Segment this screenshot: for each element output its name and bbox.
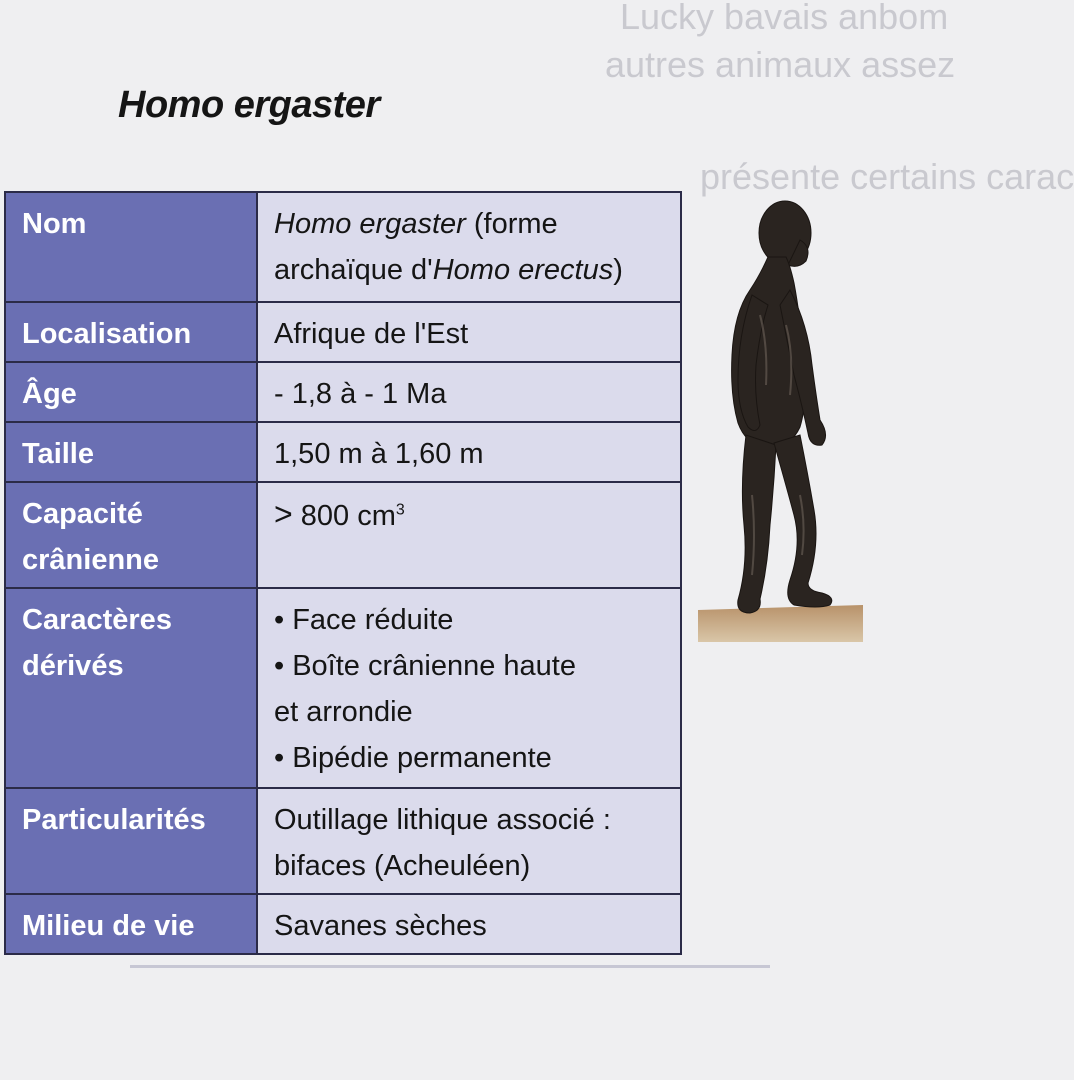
table-row <box>5 894 681 954</box>
row-label: Milieu de vie <box>5 894 257 954</box>
row-label: Âge <box>5 362 257 422</box>
bleed-through-text: Lucky bavais anbom <box>620 0 949 37</box>
divider <box>130 965 770 968</box>
row-value: Savanes sèches <box>257 894 681 954</box>
bleed-through-text: autres animaux assez <box>605 44 956 85</box>
row-value: Afrique de l'Est <box>257 302 681 362</box>
table-row <box>5 362 681 422</box>
row-value: - 1,8 à - 1 Ma <box>257 362 681 422</box>
row-label: Localisation <box>5 302 257 362</box>
row-label: Caractères dérivés <box>5 588 257 788</box>
row-label: Taille <box>5 422 257 482</box>
row-value: > 800 $cm^3$ <box>257 482 681 588</box>
table-row <box>5 588 681 788</box>
row-value: 1,50 m à 1,60 m <box>257 422 681 482</box>
bleed-through-text: présente certains carac <box>700 156 1074 197</box>
row-label: Capacité crânienne <box>5 482 257 588</box>
page-title: Homo ergaster <box>118 84 380 126</box>
table-row <box>5 302 681 362</box>
species-info-table <box>4 191 682 955</box>
table-row <box>5 788 681 894</box>
row-label: Particularités <box>5 788 257 894</box>
row-value: • Face réduite • Boîte crânienne haute et arrondie • Bipédie permanente <box>257 588 681 788</box>
row-value: Outillage lithique associé : bifaces (Acheuléen) <box>257 788 681 894</box>
row-label: Nom <box>5 192 257 302</box>
row-value: Homo ergaster (forme archaïque d'Homo erectus) <box>257 192 681 302</box>
table-row <box>5 422 681 482</box>
table-row <box>5 482 681 588</box>
table-row <box>5 192 681 302</box>
homo-ergaster-illustration <box>690 195 863 650</box>
